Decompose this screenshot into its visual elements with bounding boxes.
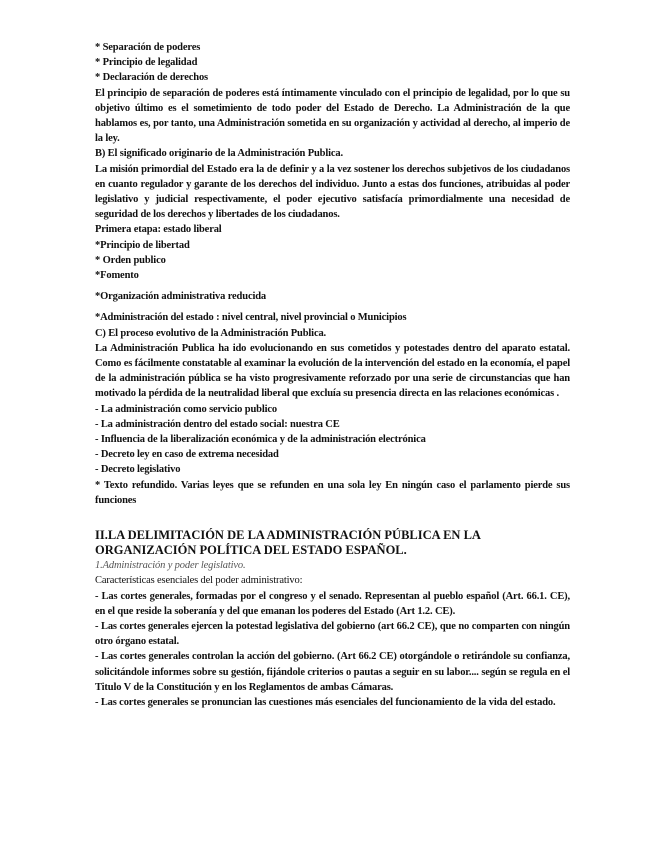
subheading-legislative: 1.Administración y poder legislativo. (95, 560, 246, 572)
document-page (95, 40, 570, 710)
heading-line: ORGANIZACIÓN POLÍTICA DEL ESTADO ESPAÑOL. (95, 543, 407, 558)
list-item: - Las cortes generales, formadas por el congreso y el senado. Representan al pueblo español (Art. 66.1. CE), en el que reside la soberanía y del que emanan los poderes del Estado (Art 1.2. CE). (95, 590, 570, 617)
list-item: * Principio de legalidad (95, 57, 198, 69)
list-item: - Influencia de la liberalización económica y de la administración electrónica (95, 434, 426, 446)
principles-list (95, 40, 570, 86)
list-item: - Las cortes generales ejercen la potestad legislativa del gobierno (art 66.2 CE), que no comparten con ningún otro órgano estatal. (95, 620, 570, 648)
stage-title: Primera etapa: estado liberal (95, 224, 222, 236)
section-b-heading: B) El significado originario de la Administración Publica. (95, 148, 343, 160)
section-ii-heading (95, 528, 570, 558)
list-item-administration: *Administración del estado : nivel central, nivel provincial o Municipios (95, 312, 407, 324)
heading-line: II.LA DELIMITACIÓN DE LA ADMINISTRACIÓN PÚBLICA EN LA (95, 528, 481, 543)
list-item: - Decreto ley en caso de extrema necesidad (95, 449, 279, 461)
list-item: *Fomento (95, 270, 139, 282)
evolution-list (95, 402, 570, 478)
paragraph-state-mission: La misión primordial del Estado era la de definir y a la vez sostener los derechos subjetivos de los ciudadanos en cuanto regulador y garante de los derechos del individuo. Junto a estas dos funciones, atribuidas al poder legislativo y judicial respectivamente, el poder ejecutivo satisfacía primordialmente una necesidad de seguridad de los derechos y libertades de los ciudadanos. (95, 163, 570, 221)
texto-refundido-note: * Texto refundido. Varias leyes que se refunden en una sola ley En ningún caso el parlamento pierde sus funciones (95, 479, 570, 506)
list-item: - Las cortes generales controlan la acción del gobierno. (Art 66.2 CE) otorgándole o retirándole su confianza, solicitándole informes sobre su gestión, fijándole criterios o pautas a seguir en su labor.... según se regula en el Titulo V de la Constitución y en los Reglamentos de ambas Cámaras. (95, 651, 570, 693)
features-title: Características esenciales del poder administrativo: (95, 575, 303, 587)
section-c-heading: C) El proceso evolutivo de la Administración Publica. (95, 327, 327, 339)
list-item-organization: *Organización administrativa reducida (95, 291, 267, 303)
list-item: - La administración dentro del estado social: nuestra CE (95, 418, 340, 430)
paragraph-evolution: La Administración Publica ha ido evolucionando en sus cometidos y potestades dentro del aparato estatal. Como es fácilmente constatable al examinar la evolución de la intervención del estado en la economía, el papel de la administración pública se ha visto progresivamente reforzado por una serie de circunstancias que han motivado la pérdida de la neutralidad liberal que excluía su presencia directa en las relaciones económicas . (95, 342, 571, 400)
list-item: * Declaración de derechos (95, 72, 208, 84)
features-list (95, 589, 570, 711)
list-item: * Separación de poderes (95, 42, 201, 53)
liberal-state-list (95, 238, 570, 284)
list-item: *Principio de libertad (95, 239, 190, 251)
list-item: - La administración como servicio publico (95, 403, 277, 415)
paragraph-separation-of-powers: El principio de separación de poderes está íntimamente vinculado con el principio de legalidad, por lo que su objetivo último es el sometimiento de todo poder del Estado de Derecho. La Administración de la que hablamos es, por tanto, una Administración sometida en su organización y actividad al derecho, al imperio de la ley. (95, 87, 570, 145)
list-item: - Las cortes generales se pronuncian las cuestiones más esenciales del funcionamiento de la vida del estado. (95, 696, 556, 708)
list-item: - Decreto legislativo (95, 464, 181, 476)
list-item: * Orden publico (95, 254, 166, 266)
